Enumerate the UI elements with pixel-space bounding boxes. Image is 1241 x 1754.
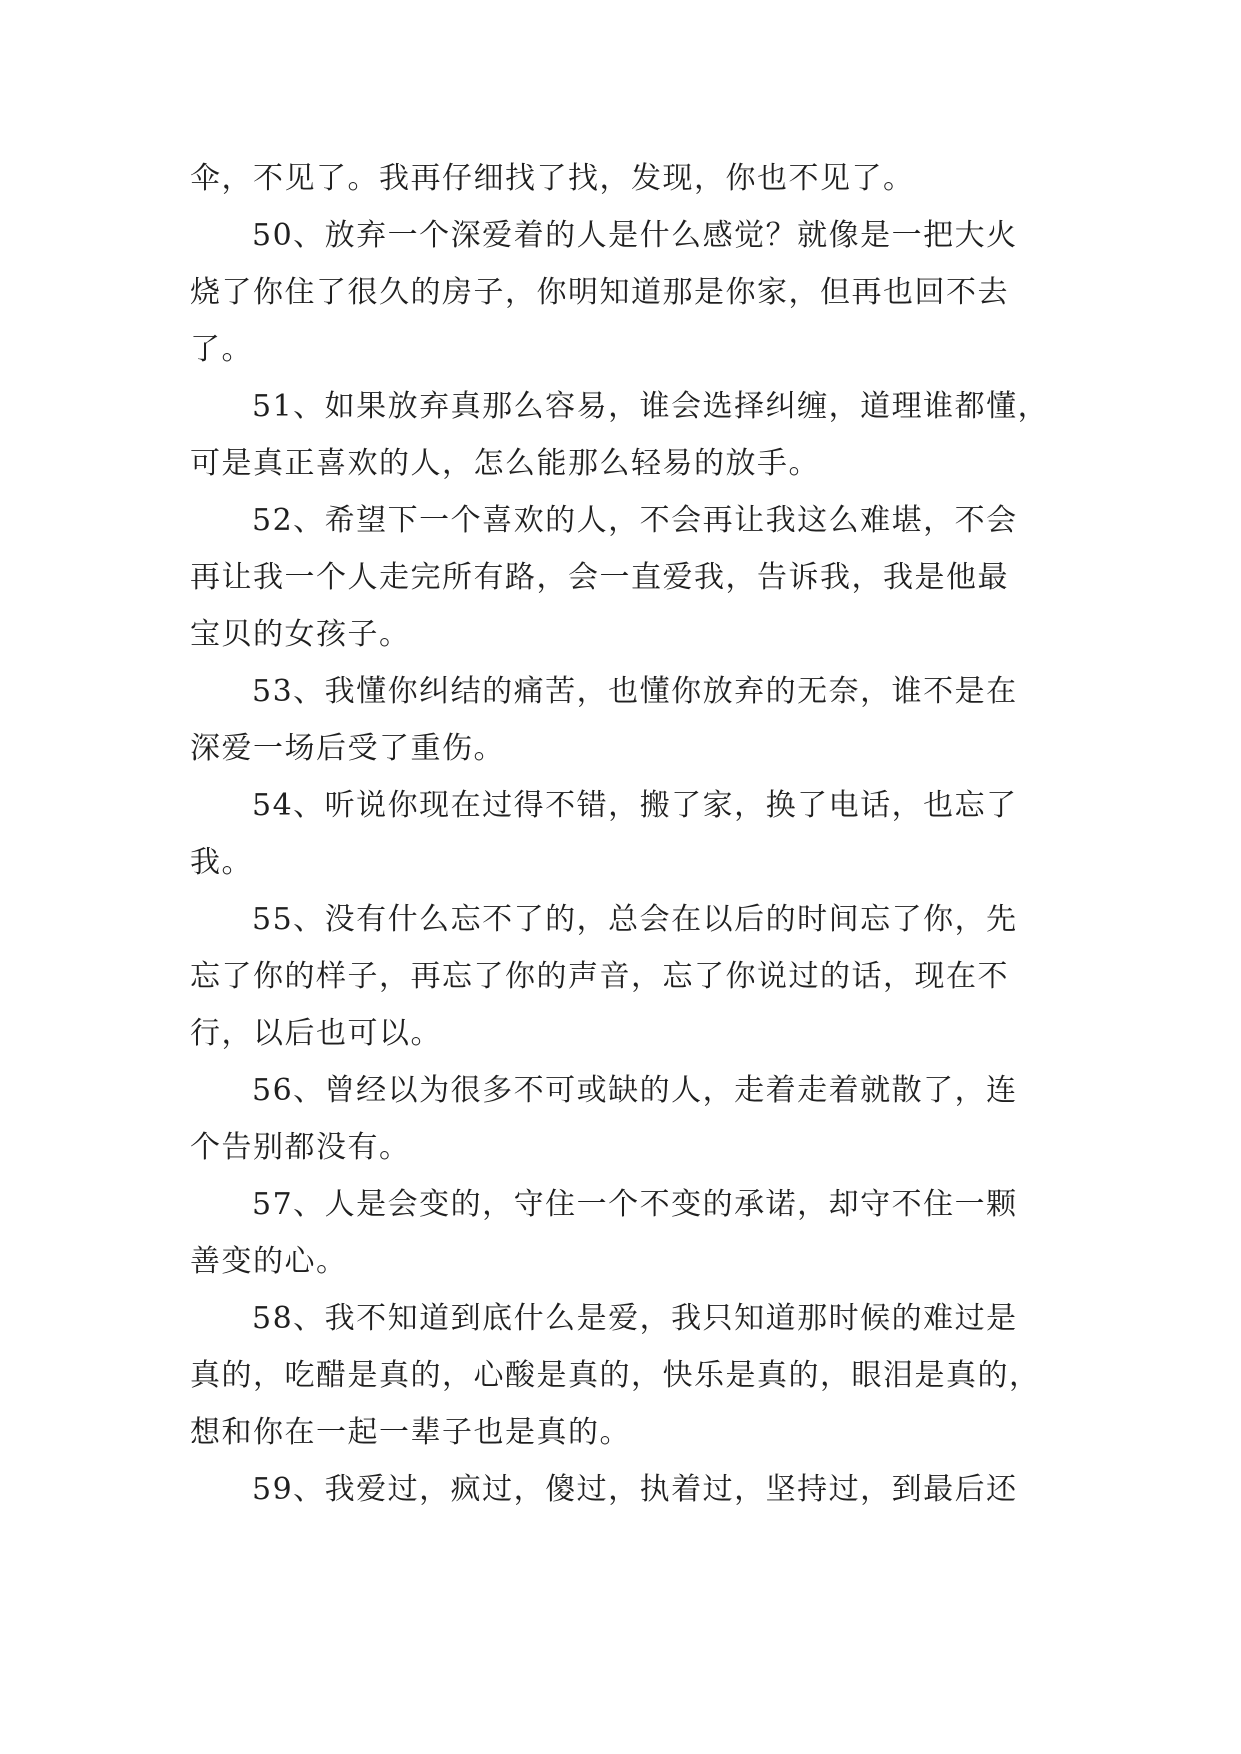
text-line: 宝贝的女孩子。 [190, 617, 411, 652]
text-line: 了。 [190, 332, 253, 367]
text-line: 52、希望下一个喜欢的人，不会再让我这么难堪，不会 [252, 503, 1018, 538]
text-line: 深爱一场后受了重伤。 [190, 731, 505, 766]
text-line: 伞，不见了。我再仔细找了找，发现，你也不见了。 [190, 161, 915, 196]
text-line: 58、我不知道到底什么是爱，我只知道那时候的难过是 [252, 1301, 1018, 1336]
text-line: 59、我爱过，疯过，傻过，执着过，坚持过，到最后还 [252, 1472, 1018, 1507]
text-line: 烧了你住了很久的房子，你明知道那是你家，但再也回不去 [190, 275, 1009, 310]
text-line: 50、放弃一个深爱着的人是什么感觉？就像是一把大火 [252, 218, 1018, 253]
text-line: 个告别都没有。 [190, 1130, 411, 1165]
text-line: 行，以后也可以。 [190, 1016, 442, 1051]
text-line: 可是真正喜欢的人，怎么能那么轻易的放手。 [190, 446, 820, 481]
text-line: 54、听说你现在过得不错，搬了家，换了电话，也忘了 [252, 788, 1018, 823]
text-line: 想和你在一起一辈子也是真的。 [190, 1415, 631, 1450]
text-line: 真的，吃醋是真的，心酸是真的，快乐是真的，眼泪是真的， [190, 1358, 1041, 1393]
text-line: 55、没有什么忘不了的，总会在以后的时间忘了你，先 [252, 902, 1018, 937]
text-line: 51、如果放弃真那么容易，谁会选择纠缠，道理谁都懂， [252, 389, 1050, 424]
document-body [190, 150, 1060, 1518]
text-line: 忘了你的样子，再忘了你的声音，忘了你说过的话，现在不 [190, 959, 1009, 994]
text-line: 我。 [190, 845, 253, 880]
text-line: 善变的心。 [190, 1244, 348, 1279]
text-line: 53、我懂你纠结的痛苦，也懂你放弃的无奈，谁不是在 [252, 674, 1018, 709]
text-line: 再让我一个人走完所有路，会一直爱我，告诉我，我是他最 [190, 560, 1009, 595]
text-line: 56、曾经以为很多不可或缺的人，走着走着就散了，连 [252, 1073, 1018, 1108]
text-line: 57、人是会变的，守住一个不变的承诺，却守不住一颗 [252, 1187, 1018, 1222]
